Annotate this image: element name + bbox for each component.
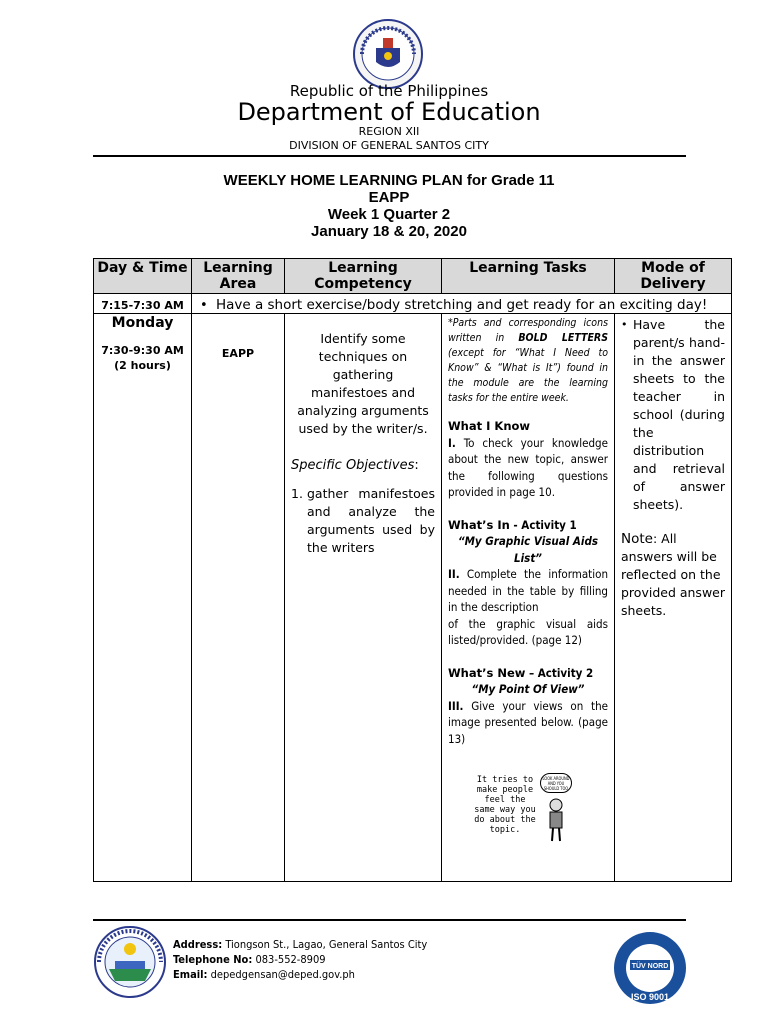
iso-certification-logo <box>612 930 688 1006</box>
tasks-cell <box>442 314 614 851</box>
tasks-note: *Parts and corresponding icons written in BOLD LETTERS (except for “What I Need to Know” & “What is It”) found in the module are the learning tasks for the entire week. <box>448 317 608 404</box>
footer-phone: Telephone No: 083-552-8909 <box>173 953 326 966</box>
division-seal-logo <box>93 925 167 999</box>
competency-text: Identify some techniques on gathering manifestoes and analyzing arguments used by the writer/s. <box>297 331 429 436</box>
task-2-text-cont: of the graphic visual aids listed/provided. (page 12) <box>448 616 608 647</box>
session-day: Monday <box>111 315 174 331</box>
plan-title <box>0 172 768 240</box>
task-whats-in: What’s In - Activity 1 <box>448 517 577 532</box>
footer-contact <box>173 937 427 982</box>
task-3-text: III. Give your views on the image presented below. (page 13) <box>448 698 608 746</box>
warmup-time: 7:15-7:30 AM <box>101 299 184 312</box>
mode-note: Note: All answers will be reflected on the provided answer sheets. <box>621 531 725 618</box>
warmup-text: Have a short exercise/body stretching and get ready for an exciting day! <box>215 297 708 313</box>
image-caption-text: It tries to make people feel the same way you do about the topic. <box>474 775 536 835</box>
session-area: EAPP <box>221 347 255 360</box>
region-line: REGION XII <box>358 125 420 138</box>
header-learning-area: Learning Area <box>192 259 285 294</box>
plan-title-line4: January 18 & 20, 2020 <box>311 223 467 240</box>
plan-title-line2: EAPP <box>368 189 410 206</box>
session-time: 7:30-9:30 AM <box>101 344 184 357</box>
task-3-subtitle: “My Point Of View” <box>471 682 585 696</box>
task-2-text: II. Complete the information needed in the table by filling in the description <box>448 567 608 614</box>
footer-divider <box>93 919 686 921</box>
task-whats-new: What’s New – Activity 2 <box>448 665 594 680</box>
header-divider <box>93 155 686 157</box>
mode-bullet-item: • Have the parent/s hand-in the answer sheets to the teacher in school (during the distribution and retrieval of answer sheets). <box>621 317 725 512</box>
division-line: DIVISION OF GENERAL SANTOS CITY <box>289 139 489 152</box>
cartoon-person-icon <box>544 797 568 843</box>
header-competency: Learning Competency <box>285 259 442 294</box>
task-what-i-know: What I Know <box>448 419 531 433</box>
deped-seal-logo <box>352 18 424 90</box>
plan-title-line1: WEEKLY HOME LEARNING PLAN for Grade 11 <box>223 172 555 189</box>
objective-text: gather manifestoes and analyze the arguments used by the writers <box>307 486 435 555</box>
plan-title-line3: Week 1 Quarter 2 <box>327 206 451 223</box>
footer-email: Email: depedgensan@deped.gov.ph <box>173 968 355 981</box>
cert-iso-text: ISO 9001 <box>630 992 670 1002</box>
image-speech-bubble: LOOK AROUND AND YOU SHOULD TOO <box>540 773 572 793</box>
warmup-bullet: • <box>200 298 216 313</box>
mode-bullet-text: Have the parent/s hand-in the answer sheets to the teacher in school (during the distribution and retrieval of answer sheets). <box>633 317 725 512</box>
task-1-text: I. To check your knowledge about the new topic, answer the following questions provided in page 10. <box>448 435 608 499</box>
footer-address: Address: Tiongson St., Lagao, General Santos City <box>173 938 428 951</box>
republic-line: Republic of the Philippines <box>289 82 489 100</box>
learning-plan-table <box>93 258 732 882</box>
objectives-heading: Specific Objectives: <box>291 458 419 473</box>
header-tasks: Learning Tasks <box>442 259 615 294</box>
department-name: Department of Education <box>237 98 541 126</box>
cert-logo-text: TÜV NORD <box>631 963 669 970</box>
header-day-time: Day & Time <box>94 259 192 294</box>
point-of-view-image <box>460 769 580 849</box>
task-2-subtitle: “My Graphic Visual Aids List” <box>457 534 599 565</box>
mode-cell <box>615 314 731 622</box>
header-mode: Mode of Delivery <box>615 259 732 294</box>
objective-item: 1. gather manifestoes and analyze the arguments used by the writers <box>291 486 435 555</box>
session-duration: (2 hours) <box>114 359 171 372</box>
